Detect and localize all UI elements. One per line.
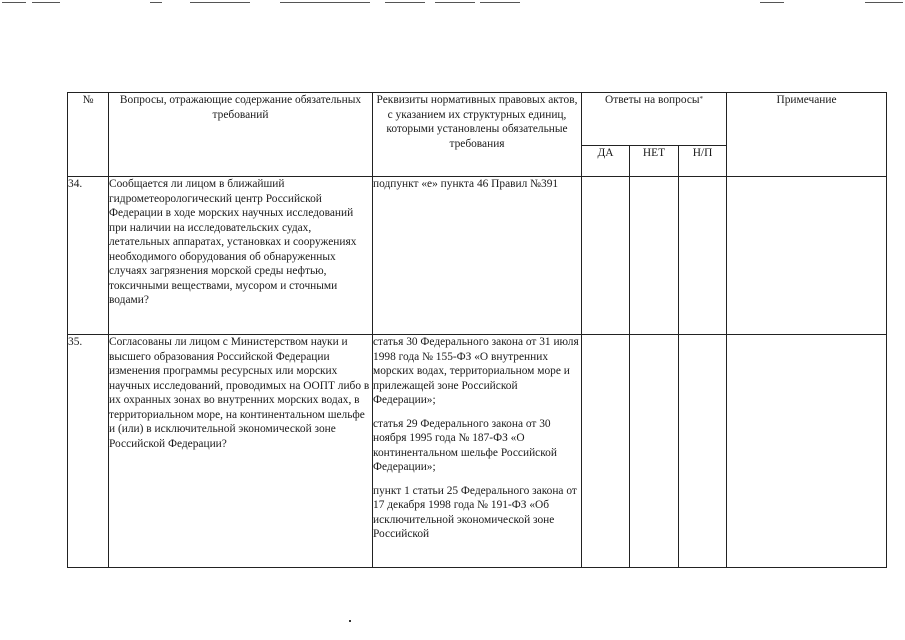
requisites-cell	[373, 177, 582, 335]
col-header-no: НЕТ	[630, 146, 679, 177]
answer-na-cell[interactable]	[679, 177, 727, 335]
answers-footnote-mark: *	[699, 95, 704, 103]
scan-edge-artifacts	[0, 0, 905, 8]
row-number: 35.	[68, 335, 109, 568]
question-text: Сообщается ли лицом в ближайший гидрометеорологический центр Российской Федерации в ходе морских научных исследований при наличии на исследовательских судах, летательных аппаратах, установках и сооружениях необходимого оборудования об обнаруженных случаях загрязнения морской среды нефтью, токсичными веществами, мусором и сточными водами?	[109, 177, 373, 335]
requisite-item: пункт 1 статьи 25 Федерального закона от 17 декабря 1998 года № 191-ФЗ «Об исключительной экономической зоне Российской	[373, 484, 577, 540]
requisite-item: статья 30 Федерального закона от 31 июля 1998 года № 155-ФЗ «О внутренних морских водах, территориальном море и прилежащей зоне Российской Федерации»;	[373, 336, 579, 406]
table-row	[68, 335, 887, 568]
col-header-na: Н/П	[679, 146, 727, 177]
requisite-item: подпункт «е» пункта 46 Правил №391	[373, 178, 559, 190]
answer-yes-cell[interactable]	[582, 335, 630, 568]
table-row	[68, 177, 887, 335]
answer-no-cell[interactable]	[630, 335, 679, 568]
checklist-table	[67, 92, 887, 568]
answer-yes-cell[interactable]	[582, 177, 630, 335]
col-header-yes: ДА	[582, 146, 630, 177]
header-row	[68, 93, 887, 146]
requisite-item: статья 29 Федерального закона от 30 ноября 1995 года № 187-ФЗ «О континентальном шельфе Российской Федерации»;	[373, 417, 557, 473]
answer-na-cell[interactable]	[679, 335, 727, 568]
note-cell[interactable]	[727, 177, 887, 335]
scan-speck	[349, 620, 351, 622]
col-header-requisites: Реквизиты нормативных правовых актов, с указанием их структурных единиц, которыми установлены обязательные требования	[373, 93, 582, 177]
answers-label: Ответы на вопросы	[605, 94, 700, 106]
col-header-answers	[582, 93, 727, 146]
question-text: Согласованы ли лицом с Министерством науки и высшего образования Российской Федерации изменения программы ресурсных или морских научных исследований, проводимых на ООПТ либо в их охранных зонах во внутренних морских водах, в территориальном море, на континентальном шельфе и (или) в исключительной экономической зоне Российской Федерации?	[109, 335, 373, 568]
answer-no-cell[interactable]	[630, 177, 679, 335]
col-header-num: №	[68, 93, 109, 177]
note-cell[interactable]	[727, 335, 887, 568]
requisites-cell	[373, 335, 582, 568]
col-header-note: Примечание	[727, 93, 887, 177]
row-number: 34.	[68, 177, 109, 335]
col-header-questions: Вопросы, отражающие содержание обязательных требований	[109, 93, 373, 177]
